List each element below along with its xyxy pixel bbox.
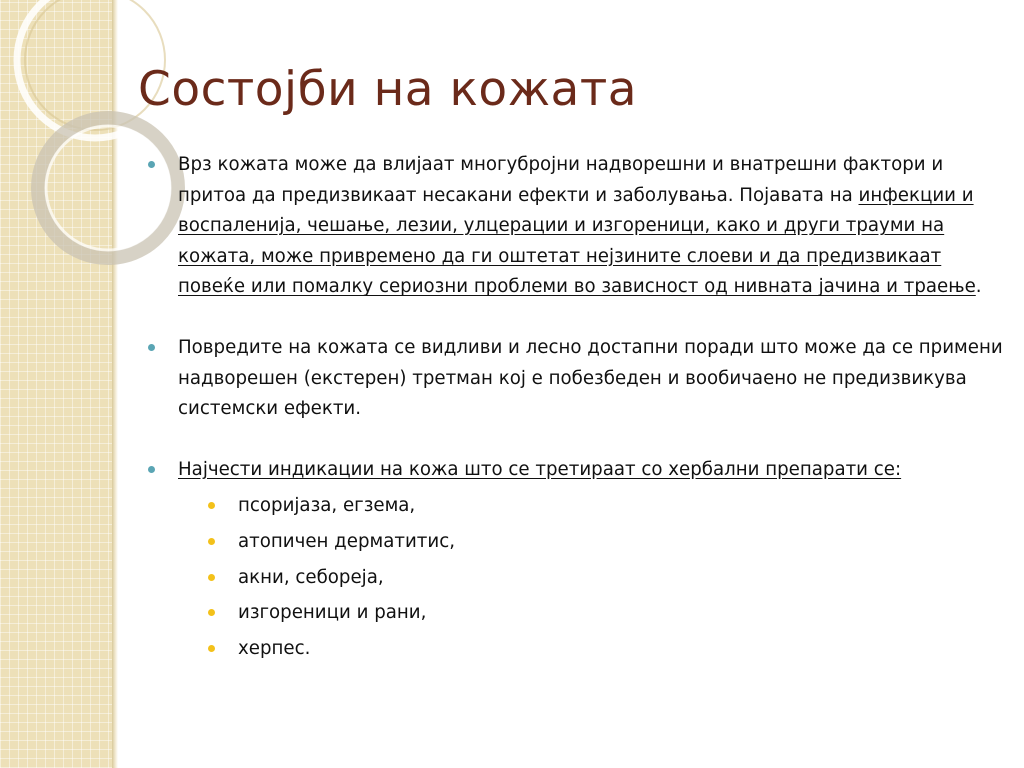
list-item: атопичен дерматитис, xyxy=(208,527,1008,558)
bullet-text: Повредите на кожата се видливи и лесно достапни поради што може да се примени надворешен (екстерен) третман кој е побезбеден и вообичаено не предизвикува системски ефекти. xyxy=(178,336,1003,420)
list-item: псоријаза, егзема, xyxy=(208,491,1008,522)
bullet-text-end: . xyxy=(975,276,982,298)
indications-list xyxy=(178,491,1008,664)
list-item: изгореници и рани, xyxy=(208,598,1008,629)
list-item: акни, себореја, xyxy=(208,563,1008,594)
slide-content xyxy=(148,150,1008,694)
bullet-indications xyxy=(148,455,1008,665)
bullet-text-intro: Врз кожата може да влијаат многубројни надворешни и внатрешни фактори и притоа да предизвикаат несакани ефекти и заболувања. Појавата на xyxy=(178,154,944,206)
bullet-skin-factors xyxy=(148,150,1008,303)
bullet-skin-injuries xyxy=(148,333,1008,425)
underlined-conditions: инфекции и воспаленија, чешање, лезии, улцерации и изгореници, како и други трауми на кожата, може привремено да ги оштетат нејзините слоеви и да предизвикаат повеќе или помалку сериозни проблеми во зависност од нивната јачина и траење xyxy=(178,184,976,298)
list-item: херпес. xyxy=(208,634,1008,665)
slide-title: Состојби на кожата xyxy=(138,62,638,117)
indications-heading: Најчести индикации на кожа што се третираат со хербални препарати се: xyxy=(178,458,902,480)
